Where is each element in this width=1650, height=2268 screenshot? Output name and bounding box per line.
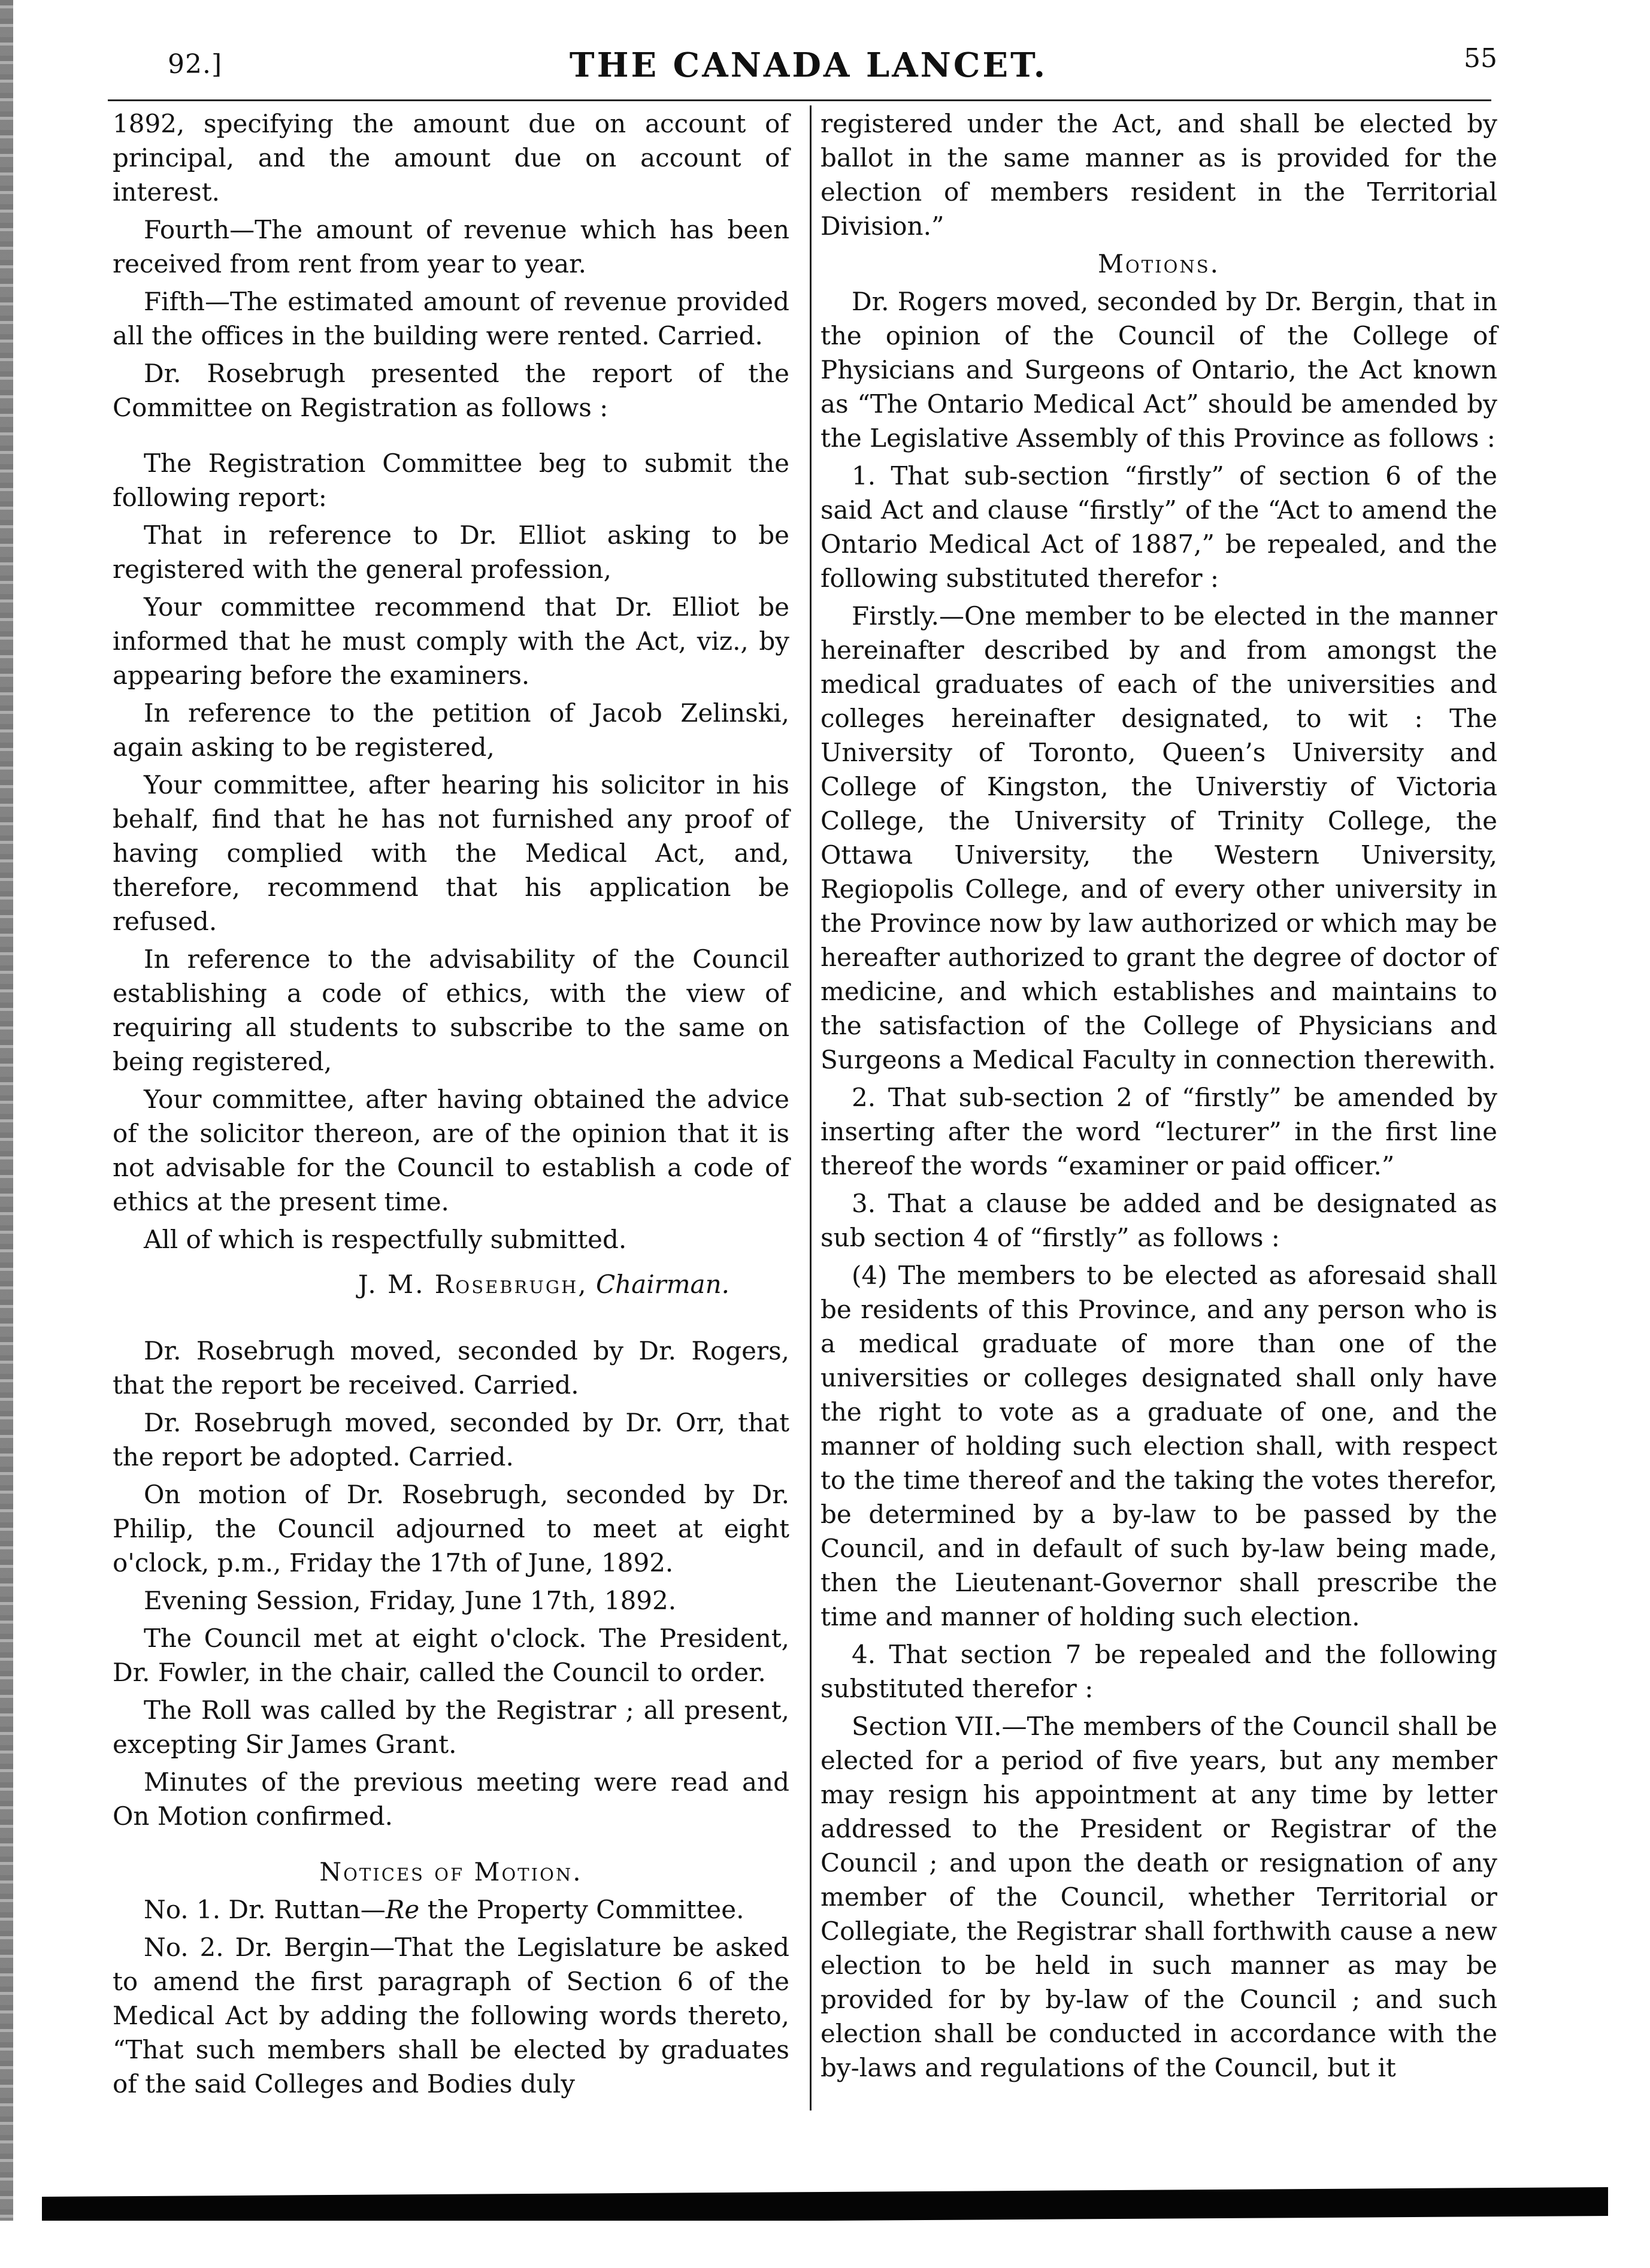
paragraph: Your committee, after hearing his solicitor in his behalf, find that he has not furnished any proof of having complied with the Medical Act, and, therefore, recommend that his application be refused. (113, 770, 789, 936)
signature (113, 1267, 789, 1301)
page-number: 55 (1464, 43, 1497, 74)
page-header (120, 42, 1497, 96)
paragraph: Fifth—The estimated amount of revenue provided all the offices in the building were rented. Carried. (113, 287, 789, 350)
paragraph: Your committee recommend that Dr. Elliot be informed that he must comply with the Act, viz., by appearing before the examiners. (113, 592, 789, 690)
text-run: No. 1. Dr. Ruttan— (144, 1895, 386, 1924)
paragraph: In reference to the petition of Jacob Zelinski, again asking to be registered, (113, 698, 789, 762)
paragraph: The Council met at eight o'clock. The President, Dr. Fowler, in the chair, called the Council to order. (113, 1624, 789, 1687)
page-scan-edge-left (0, 0, 13, 2268)
paragraph: Dr. Rosebrugh moved, seconded by Dr. Rogers, that the report be received. Carried. (113, 1336, 789, 1400)
paragraph: Dr. Rosebrugh presented the report of the Committee on Registration as follows : (113, 359, 789, 422)
paragraph: All of which is respectfully submitted. (144, 1225, 627, 1254)
spacer (113, 1837, 789, 1855)
signature-title: Chairman. (595, 1270, 729, 1299)
section-heading-notices: Notices of Motion. (319, 1857, 583, 1887)
signature-name: J. M. Rosebrugh, (358, 1270, 588, 1299)
paragraph: Your committee, after having obtained the advice of the solicitor thereon, are of the opinion that it is not advisable for the Council to establish a code of ethics at the present time. (113, 1085, 789, 1216)
right-column (821, 107, 1497, 2088)
paragraph: 3. That a clause be added and be designated as sub section 4 of “firstly” as follows : (821, 1189, 1497, 1252)
paragraph: 1892, specifying the amount due on account of principal, and the amount due on account of interest. (113, 109, 789, 207)
paragraph: The Roll was called by the Registrar ; all present, excepting Sir James Grant. (113, 1695, 789, 1759)
text-run: the Property Committee. (419, 1895, 744, 1924)
spacer (113, 428, 789, 446)
section-heading-motions: Motions. (1098, 249, 1220, 278)
page-scan-margin-bottom (0, 2221, 1650, 2268)
paragraph: (4) The members to be elected as aforesaid shall be residents of this Province, and any person who is a medical graduate of more than one of the universities or colleges designated shall only have the right to vote as a graduate of one, and the manner of holding such election shall, with respect to the time thereof and the taking the votes therefor, be determined by a by-law to be passed by the Council, and in default of such by-law being made, then the Lieutenant-Governor shall prescribe the time and manner of holding such election. (821, 1261, 1497, 1631)
paragraph: The Registration Committee beg to submit the following report: (113, 449, 789, 512)
paragraph: registered under the Act, and shall be elected by ballot in the same manner as is provided for the election of members resident in the Territorial Division.” (821, 109, 1497, 241)
paragraph: No. 2. Dr. Bergin—That the Legislature be asked to amend the first paragraph of Section 6 of the Medical Act by adding the following words thereto, “That such members shall be elected by graduates of the said Colleges and Bodies duly (113, 1933, 789, 2099)
paragraph: On motion of Dr. Rosebrugh, seconded by Dr. Philip, the Council adjourned to meet at eight o'clock, p.m., Friday the 17th of June, 1892. (113, 1480, 789, 1577)
paragraph: Dr. Rosebrugh moved, seconded by Dr. Orr, that the report be adopted. Carried. (113, 1408, 789, 1471)
paragraph: Firstly.—One member to be elected in the manner hereinafter described by and from amongst the medical graduates of each of the universities and colleges hereinafter designated, to wit : The University of Toronto, Queen’s University and College of Kingston, the Universtiy of Victoria College, the University of Trinity College, the Ottawa University, the Western University, Regiopolis College, and of every other university in the Province now by law authorized or which may be hereafter authorized to grant the degree of doctor of medicine, and which establishes and maintains to the satisfaction of the College of Physicians and Surgeons a Medical Faculty in connection therewith. (821, 601, 1497, 1074)
paragraph (113, 1892, 789, 1927)
paragraph: Fourth—The amount of revenue which has been received from rent from year to year. (113, 215, 789, 278)
paragraph: 2. That sub-section 2 of “firstly” be amended by inserting after the word “lecturer” in the first line thereof the words “examiner or paid officer.” (821, 1083, 1497, 1180)
paragraph: In reference to the advisability of the Council establishing a code of ethics, with the view of requiring all students to subscribe to the same on being registered, (113, 944, 789, 1076)
paragraph: Dr. Rogers moved, seconded by Dr. Bergin, that in the opinion of the Council of the College of Physicians and Surgeons of Ontario, the Act known as “The Ontario Medical Act” should be amended by the Legislative Assembly of this Province as follows : (821, 287, 1497, 453)
text-run-italic: Re (385, 1895, 420, 1924)
header-rule (108, 99, 1491, 101)
paragraph: That in reference to Dr. Elliot asking to be registered with the general profession, (113, 520, 789, 584)
paragraph: 1. That sub-section “firstly” of section 6 of the said Act and clause “firstly” of the “Act to amend the Ontario Medical Act of 1887,” be repealed, and the following substituted therefor : (821, 461, 1497, 593)
paragraph: Section VII.—The members of the Council shall be elected for a period of five years, but any member may resign his appointment at any time by letter addressed to the President or Registrar of the Council ; and upon the death or resignation of any member of the Council, whether Territorial or Collegiate, the Registrar shall forthwith cause a new election to be held in such manner as may be provided for by by-law of the Council ; and such election shall be conducted in accordance with the by-laws and regulations of the Council, but it (821, 1712, 1497, 2082)
paragraph: Minutes of the previous meeting were read and On Motion confirmed. (113, 1767, 789, 1831)
column-divider (810, 105, 812, 2110)
page-reference: 92.] (168, 49, 223, 80)
paragraph: Evening Session, Friday, June 17th, 1892. (144, 1586, 677, 1615)
left-column (113, 107, 789, 2105)
page-scan-edge-bottom (42, 2187, 1608, 2225)
paragraph: 4. That section 7 be repealed and the following substituted therefor : (821, 1640, 1497, 1703)
journal-title: THE CANADA LANCET. (569, 46, 1048, 85)
